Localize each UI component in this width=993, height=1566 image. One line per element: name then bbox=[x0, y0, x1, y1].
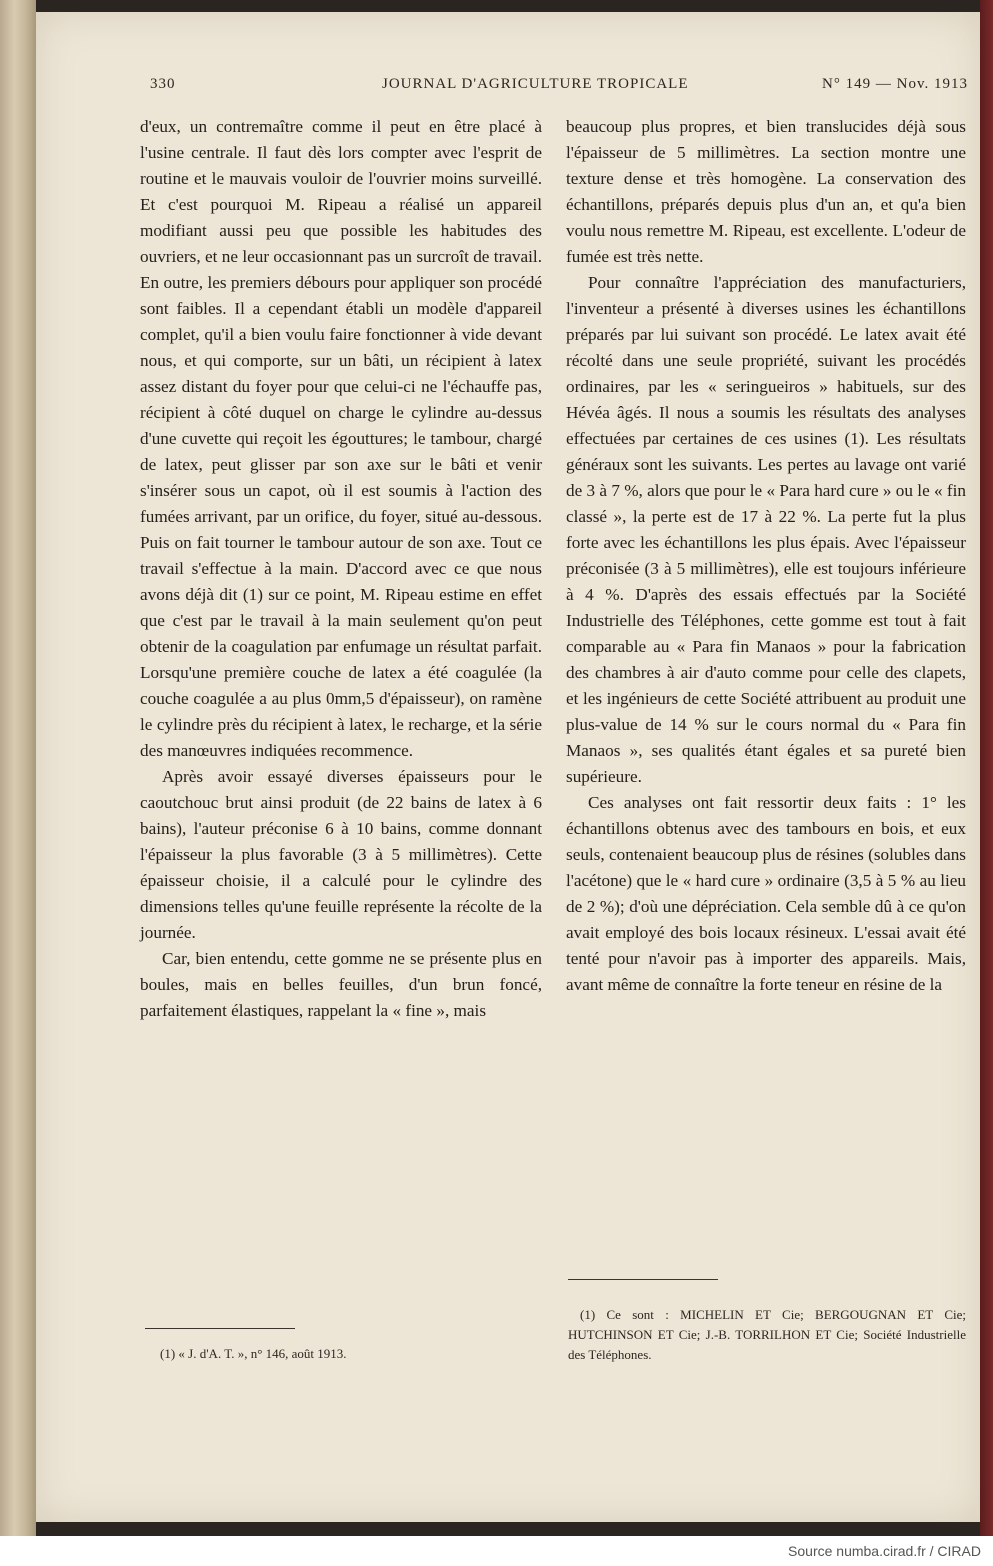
issue-info: N° 149 — Nov. 1913 bbox=[822, 76, 968, 92]
running-header bbox=[142, 76, 968, 98]
right-paragraph-2: Pour connaître l'appréciation des manufacturiers, l'inventeur a présenté à diverses usines les échantillons préparés par lui suivant son procédé. Le latex avait été récolté dans une seule propriété, suivant les procédés ordinaires, par les « seringueiros » habituels, sur des Hévéa âgés. Il nous a soumis les résultats des analyses effectuées par certaines de ces usines (1). Les résultats généraux sont les suivants. Les pertes au lavage ont varié de 3 à 7 %, alors que pour le « Para hard cure » ou le « fin classé », la perte est de 17 à 22 %. La perte fut la plus forte avec les échantillons les plus épais. Avec l'épaisseur préconisée (3 à 5 millimètres), elle est toujours inférieure à 4 %. D'après des essais effectués par la Société Industrielle des Téléphones, cette gomme est tout à fait comparable au « Para fin Manaos » pour la fabrication des chambres à air d'auto comme pour celle des clapets, et les ingénieurs de cette Société attribuent au produit une plus-value de 14 % sur le cours normal du « Para fin Manaos », ses qualités étant égales et sa pureté bien supérieure. bbox=[566, 273, 966, 786]
left-paragraph-3: Car, bien entendu, cette gomme ne se présente plus en boules, mais en belles feuilles, d'un brun foncé, parfaitement élastiques, rappelant la « fine », mais bbox=[140, 949, 542, 1020]
left-column bbox=[140, 114, 542, 1024]
right-column bbox=[566, 114, 966, 998]
left-paragraph-1: d'eux, un contremaître comme il peut en être placé à l'usine centrale. Il faut dès lors compter avec l'esprit de routine et le mauvais vouloir de l'ouvrier moins surveillé. Et c'est pourquoi M. Ripeau a réalisé un appareil modifiant aussi peu que possible les habitudes des ouvriers, et ne leur occasionnant pas un surcroît de travail. En outre, les premiers débours pour appliquer son procédé sont faibles. Il a cependant établi un modèle d'appareil complet, qu'il a bien voulu faire fonctionner à vide devant nous, et qui comporte, sur un bâti, un récipient à latex assez distant du foyer pour que celui-ci ne l'échauffe pas, récipient à côté duquel on charge le cylindre au-dessus d'une cuvette qui reçoit les égouttures; le tambour, chargé de latex, peut glisser par son axe sur le bâti et venir s'insérer sous un capot, où il est soumis à l'action des fumées arrivant, par un orifice, du foyer, situé au-dessous. Puis on fait tourner le tambour autour de son axe. Tout ce travail s'effectue à la main. D'accord avec ce que nous avons déjà dit (1) sur ce point, M. Ripeau estime en effet que c'est par le travail à la main seulement qu'on peut obtenir de la coagulation par enfumage un résultat parfait. Lorsqu'une première couche de latex a été coagulée (la couche coagulée a au plus 0mm,5 d'épaisseur), on ramène le cylindre près du récipient à latex, le recharge, et la série des manœuvres indiquées recommence. bbox=[140, 117, 542, 760]
left-paragraph-2: Après avoir essayé diverses épaisseurs pour le caoutchouc brut ainsi produit (de 22 bains de latex à 6 bains), l'auteur préconise 6 à 10 bains, comme donnant l'épaisseur la plus favorable (3 à 5 millimètres). Cette épaisseur choisie, il a calculé pour le cylindre des dimensions telles qu'une feuille représente la récolte de la journée. bbox=[140, 767, 542, 942]
footnote-left: (1) « J. d'A. T. », n° 146, août 1913. bbox=[160, 1346, 347, 1361]
footnote-rule-right bbox=[568, 1279, 718, 1280]
right-paragraph-1: beaucoup plus propres, et bien translucides déjà sous l'épaisseur de 5 millimètres. La section montre une texture dense et très homogène. La conservation des échantillons, préparés depuis plus d'un an, et qu'a bien voulu nous remettre M. Ripeau, est excellente. L'odeur de fumée est très nette. bbox=[566, 117, 966, 266]
page-number: 330 bbox=[150, 76, 176, 92]
book-binding bbox=[980, 0, 993, 1536]
right-paragraph-3: Ces analyses ont fait ressortir deux faits : 1° les échantillons obtenus avec des tambours en bois, et eux seuls, contenaient beaucoup plus de résines (solubles dans l'acétone) que le « hard cure » ordinaire (3,5 à 5 % au lieu de 2 %); d'où une dépréciation. Cela semble dû à ce qu'on avait employé des bois locaux résineux. L'essai avait été tenté pour n'avoir pas à importer des appareils. Mais, avant même de connaître la forte teneur en résine de la bbox=[566, 793, 966, 994]
footnote-rule-left bbox=[145, 1328, 295, 1329]
source-credit: Source numba.cirad.fr / CIRAD bbox=[788, 1543, 981, 1559]
footnote-right: (1) Ce sont : MICHELIN ET Cie; BERGOUGNAN ET Cie; HUTCHINSON ET Cie; J.-B. TORRILHON ET Cie; Société Industrielle des Téléphones. bbox=[568, 1307, 966, 1362]
journal-title: JOURNAL D'AGRICULTURE TROPICALE bbox=[382, 76, 689, 92]
book-page-edges bbox=[0, 0, 36, 1536]
